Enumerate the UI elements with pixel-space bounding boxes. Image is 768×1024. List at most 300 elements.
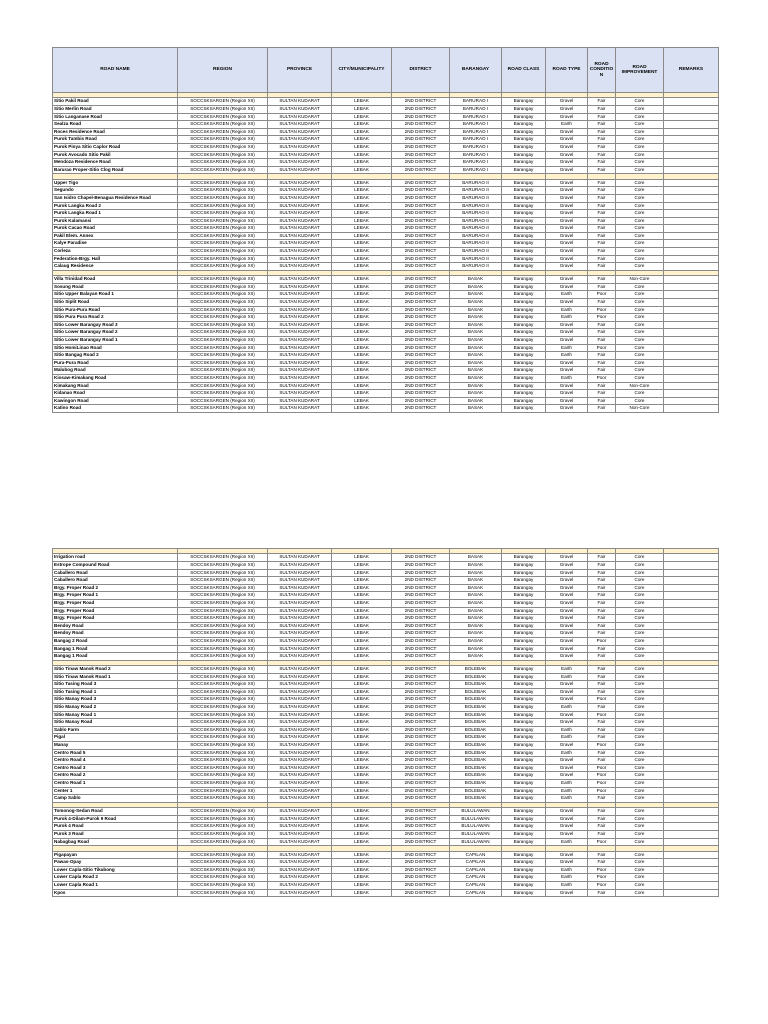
road-name-cell: Centro Road 1 bbox=[53, 780, 178, 788]
remarks-cell bbox=[664, 240, 719, 248]
road-improvement-cell: Core bbox=[616, 352, 664, 360]
district-cell: 2ND DISTRICT bbox=[392, 321, 450, 329]
road-class-cell: Barangay bbox=[502, 561, 546, 569]
road-name-cell: Corleza bbox=[53, 248, 178, 256]
district-cell: 2ND DISTRICT bbox=[392, 166, 450, 174]
road-condition-cell: Fair bbox=[588, 321, 616, 329]
road-name-cell: Sitio Pakil Road bbox=[53, 98, 178, 106]
road-improvement-cell: Core bbox=[616, 151, 664, 159]
road-type-cell: Gravel bbox=[546, 859, 588, 867]
road-class-cell: Barangay bbox=[502, 645, 546, 653]
remarks-cell bbox=[664, 742, 719, 750]
barangay-cell: BASAK bbox=[450, 329, 502, 337]
city-cell: LEBAK bbox=[332, 881, 392, 889]
road-condition-cell: Fair bbox=[588, 607, 616, 615]
district-cell: 2ND DISTRICT bbox=[392, 653, 450, 661]
province-cell: SULTAN KUDARAT bbox=[268, 637, 332, 645]
region-cell: SOCCSKSARGEN (Region XII) bbox=[178, 136, 268, 144]
city-cell: LEBAK bbox=[332, 577, 392, 585]
province-cell: SULTAN KUDARAT bbox=[268, 851, 332, 859]
road-class-cell: Barangay bbox=[502, 681, 546, 689]
table-row bbox=[53, 772, 719, 780]
region-cell: SOCCSKSARGEN (Region XII) bbox=[178, 711, 268, 719]
road-improvement-cell: Core bbox=[616, 859, 664, 867]
city-cell: LEBAK bbox=[332, 719, 392, 727]
road-condition-cell: Fair bbox=[588, 136, 616, 144]
road-improvement-cell: Core bbox=[616, 314, 664, 322]
province-cell: SULTAN KUDARAT bbox=[268, 291, 332, 299]
table-row bbox=[53, 838, 719, 846]
road-condition-cell: Fair bbox=[588, 749, 616, 757]
table-row bbox=[53, 179, 719, 187]
road-name-cell: Sealza Road bbox=[53, 121, 178, 129]
remarks-cell bbox=[664, 757, 719, 765]
remarks-cell bbox=[664, 615, 719, 623]
region-cell: SOCCSKSARGEN (Region XII) bbox=[178, 299, 268, 307]
road-type-cell: Gravel bbox=[546, 808, 588, 816]
city-cell: LEBAK bbox=[332, 217, 392, 225]
road-type-cell: Gravel bbox=[546, 276, 588, 284]
province-cell: SULTAN KUDARAT bbox=[268, 615, 332, 623]
road-improvement-cell: Core bbox=[616, 711, 664, 719]
road-class-cell: Barangay bbox=[502, 128, 546, 136]
city-cell: LEBAK bbox=[332, 166, 392, 174]
road-improvement-cell: Core bbox=[616, 719, 664, 727]
barangay-cell: BASAK bbox=[450, 390, 502, 398]
road-condition-cell: Fair bbox=[588, 815, 616, 823]
region-cell: SOCCSKSARGEN (Region XII) bbox=[178, 851, 268, 859]
road-improvement-cell: Core bbox=[616, 283, 664, 291]
road-type-cell: Gravel bbox=[546, 367, 588, 375]
city-cell: LEBAK bbox=[332, 374, 392, 382]
district-cell: 2ND DISTRICT bbox=[392, 136, 450, 144]
header-region: REGION bbox=[178, 48, 268, 93]
region-cell: SOCCSKSARGEN (Region XII) bbox=[178, 696, 268, 704]
road-condition-cell: Fair bbox=[588, 859, 616, 867]
region-cell: SOCCSKSARGEN (Region XII) bbox=[178, 179, 268, 187]
road-class-cell: Barangay bbox=[502, 240, 546, 248]
road-class-cell: Barangay bbox=[502, 881, 546, 889]
road-type-cell: Gravel bbox=[546, 179, 588, 187]
table-row bbox=[53, 764, 719, 772]
road-type-cell: Gravel bbox=[546, 194, 588, 202]
table-row bbox=[53, 561, 719, 569]
road-name-cell: Sitio Merlin Road bbox=[53, 105, 178, 113]
road-name-cell: Sitio HomiLinao Road bbox=[53, 344, 178, 352]
district-cell: 2ND DISTRICT bbox=[392, 299, 450, 307]
city-cell: LEBAK bbox=[332, 159, 392, 167]
barangay-cell: BULULAWAN bbox=[450, 830, 502, 838]
road-class-cell: Barangay bbox=[502, 187, 546, 195]
road-condition-cell: Fair bbox=[588, 159, 616, 167]
remarks-cell bbox=[664, 630, 719, 638]
district-cell: 2ND DISTRICT bbox=[392, 757, 450, 765]
table-row bbox=[53, 151, 719, 159]
road-class-cell: Barangay bbox=[502, 255, 546, 263]
region-cell: SOCCSKSARGEN (Region XII) bbox=[178, 336, 268, 344]
road-improvement-cell: Core bbox=[616, 98, 664, 106]
city-cell: LEBAK bbox=[332, 696, 392, 704]
region-cell: SOCCSKSARGEN (Region XII) bbox=[178, 757, 268, 765]
city-cell: LEBAK bbox=[332, 113, 392, 121]
road-improvement-cell: Core bbox=[616, 584, 664, 592]
road-class-cell: Barangay bbox=[502, 615, 546, 623]
table-row bbox=[53, 645, 719, 653]
district-cell: 2ND DISTRICT bbox=[392, 749, 450, 757]
remarks-cell bbox=[664, 352, 719, 360]
table-row bbox=[53, 321, 719, 329]
road-class-cell: Barangay bbox=[502, 194, 546, 202]
barangay-cell: BULULAWAN bbox=[450, 815, 502, 823]
header-barangay: BARANGAY bbox=[450, 48, 502, 93]
region-cell: SOCCSKSARGEN (Region XII) bbox=[178, 263, 268, 271]
region-cell: SOCCSKSARGEN (Region XII) bbox=[178, 666, 268, 674]
road-improvement-cell: Core bbox=[616, 136, 664, 144]
road-improvement-cell: Core bbox=[616, 787, 664, 795]
road-class-cell: Barangay bbox=[502, 179, 546, 187]
remarks-cell bbox=[664, 390, 719, 398]
road-condition-cell: Poor bbox=[588, 344, 616, 352]
road-class-cell: Barangay bbox=[502, 622, 546, 630]
road-type-cell: Gravel bbox=[546, 764, 588, 772]
road-condition-cell: Poor bbox=[588, 742, 616, 750]
region-cell: SOCCSKSARGEN (Region XII) bbox=[178, 321, 268, 329]
road-improvement-cell: Core bbox=[616, 666, 664, 674]
road-condition-cell: Fair bbox=[588, 405, 616, 413]
remarks-cell bbox=[664, 113, 719, 121]
road-condition-cell: Fair bbox=[588, 113, 616, 121]
road-class-cell: Barangay bbox=[502, 637, 546, 645]
road-improvement-cell: Core bbox=[616, 143, 664, 151]
remarks-cell bbox=[664, 889, 719, 897]
remarks-cell bbox=[664, 795, 719, 803]
city-cell: LEBAK bbox=[332, 329, 392, 337]
city-cell: LEBAK bbox=[332, 121, 392, 129]
road-improvement-cell: Core bbox=[616, 359, 664, 367]
city-cell: LEBAK bbox=[332, 823, 392, 831]
road-name-cell: Pakil Elem. Annex bbox=[53, 232, 178, 240]
road-type-cell: Gravel bbox=[546, 225, 588, 233]
road-type-cell: Gravel bbox=[546, 382, 588, 390]
district-cell: 2ND DISTRICT bbox=[392, 742, 450, 750]
road-class-cell: Barangay bbox=[502, 726, 546, 734]
road-class-cell: Barangay bbox=[502, 276, 546, 284]
barangay-cell: CAPILAN bbox=[450, 889, 502, 897]
road-class-cell: Barangay bbox=[502, 734, 546, 742]
remarks-cell bbox=[664, 128, 719, 136]
barangay-cell: BASAK bbox=[450, 637, 502, 645]
city-cell: LEBAK bbox=[332, 607, 392, 615]
road-name-cell: Sosung Road bbox=[53, 283, 178, 291]
district-cell: 2ND DISTRICT bbox=[392, 336, 450, 344]
road-name-cell: Nabagbag Road bbox=[53, 838, 178, 846]
province-cell: SULTAN KUDARAT bbox=[268, 645, 332, 653]
barangay-cell: BOLEBAK bbox=[450, 696, 502, 704]
barangay-cell: BOLEBAK bbox=[450, 764, 502, 772]
road-class-cell: Barangay bbox=[502, 105, 546, 113]
barangay-cell: BARURAO I bbox=[450, 128, 502, 136]
city-cell: LEBAK bbox=[332, 584, 392, 592]
road-condition-cell: Poor bbox=[588, 637, 616, 645]
province-cell: SULTAN KUDARAT bbox=[268, 344, 332, 352]
road-class-cell: Barangay bbox=[502, 390, 546, 398]
road-type-cell: Earth bbox=[546, 352, 588, 360]
road-improvement-cell: Core bbox=[616, 561, 664, 569]
city-cell: LEBAK bbox=[332, 711, 392, 719]
region-cell: SOCCSKSARGEN (Region XII) bbox=[178, 795, 268, 803]
district-cell: 2ND DISTRICT bbox=[392, 599, 450, 607]
province-cell: SULTAN KUDARAT bbox=[268, 823, 332, 831]
road-condition-cell: Fair bbox=[588, 187, 616, 195]
road-class-cell: Barangay bbox=[502, 405, 546, 413]
city-cell: LEBAK bbox=[332, 592, 392, 600]
road-condition-cell: Fair bbox=[588, 128, 616, 136]
district-cell: 2ND DISTRICT bbox=[392, 359, 450, 367]
barangay-cell: BASAK bbox=[450, 405, 502, 413]
table-row bbox=[53, 599, 719, 607]
road-class-cell: Barangay bbox=[502, 772, 546, 780]
barangay-cell: BARURAO II bbox=[450, 202, 502, 210]
header-road-class: ROAD CLASS bbox=[502, 48, 546, 93]
road-name-cell: Sablo Farm bbox=[53, 726, 178, 734]
remarks-cell bbox=[664, 344, 719, 352]
city-cell: LEBAK bbox=[332, 630, 392, 638]
barangay-cell: CAPILAN bbox=[450, 851, 502, 859]
province-cell: SULTAN KUDARAT bbox=[268, 299, 332, 307]
road-class-cell: Barangay bbox=[502, 673, 546, 681]
road-improvement-cell: Core bbox=[616, 202, 664, 210]
city-cell: LEBAK bbox=[332, 314, 392, 322]
district-cell: 2ND DISTRICT bbox=[392, 374, 450, 382]
city-cell: LEBAK bbox=[332, 225, 392, 233]
city-cell: LEBAK bbox=[332, 240, 392, 248]
region-cell: SOCCSKSARGEN (Region XII) bbox=[178, 673, 268, 681]
road-type-cell: Gravel bbox=[546, 569, 588, 577]
road-name-cell: Sitio Bangag Road 2 bbox=[53, 352, 178, 360]
road-condition-cell: Fair bbox=[588, 592, 616, 600]
road-class-cell: Barangay bbox=[502, 367, 546, 375]
remarks-cell bbox=[664, 688, 719, 696]
region-cell: SOCCSKSARGEN (Region XII) bbox=[178, 808, 268, 816]
district-cell: 2ND DISTRICT bbox=[392, 787, 450, 795]
road-type-cell: Earth bbox=[546, 726, 588, 734]
district-cell: 2ND DISTRICT bbox=[392, 637, 450, 645]
remarks-cell bbox=[664, 202, 719, 210]
city-cell: LEBAK bbox=[332, 291, 392, 299]
road-type-cell: Gravel bbox=[546, 653, 588, 661]
road-name-cell: Pawas-Opay bbox=[53, 859, 178, 867]
province-cell: SULTAN KUDARAT bbox=[268, 815, 332, 823]
road-class-cell: Barangay bbox=[502, 742, 546, 750]
road-type-cell: Gravel bbox=[546, 217, 588, 225]
road-condition-cell: Fair bbox=[588, 143, 616, 151]
barangay-cell: BASAK bbox=[450, 599, 502, 607]
road-type-cell: Earth bbox=[546, 666, 588, 674]
region-cell: SOCCSKSARGEN (Region XII) bbox=[178, 283, 268, 291]
road-improvement-cell: Core bbox=[616, 306, 664, 314]
table-row bbox=[53, 726, 719, 734]
road-condition-cell: Fair bbox=[588, 194, 616, 202]
table-row bbox=[53, 344, 719, 352]
barangay-cell: BARURAO II bbox=[450, 194, 502, 202]
province-cell: SULTAN KUDARAT bbox=[268, 329, 332, 337]
road-type-cell: Gravel bbox=[546, 159, 588, 167]
region-cell: SOCCSKSARGEN (Region XII) bbox=[178, 780, 268, 788]
road-condition-cell: Fair bbox=[588, 653, 616, 661]
road-class-cell: Barangay bbox=[502, 764, 546, 772]
region-cell: SOCCSKSARGEN (Region XII) bbox=[178, 653, 268, 661]
road-improvement-cell: Non-Core bbox=[616, 276, 664, 284]
district-cell: 2ND DISTRICT bbox=[392, 554, 450, 562]
road-type-cell: Gravel bbox=[546, 397, 588, 405]
province-cell: SULTAN KUDARAT bbox=[268, 263, 332, 271]
road-improvement-cell: Core bbox=[616, 232, 664, 240]
remarks-cell bbox=[664, 554, 719, 562]
region-cell: SOCCSKSARGEN (Region XII) bbox=[178, 622, 268, 630]
barangay-cell: BASAK bbox=[450, 291, 502, 299]
province-cell: SULTAN KUDARAT bbox=[268, 306, 332, 314]
city-cell: LEBAK bbox=[332, 321, 392, 329]
table-row bbox=[53, 851, 719, 859]
province-cell: SULTAN KUDARAT bbox=[268, 232, 332, 240]
road-condition-cell: Fair bbox=[588, 240, 616, 248]
table-row bbox=[53, 653, 719, 661]
remarks-cell bbox=[664, 263, 719, 271]
province-cell: SULTAN KUDARAT bbox=[268, 830, 332, 838]
remarks-cell bbox=[664, 210, 719, 218]
province-cell: SULTAN KUDARAT bbox=[268, 859, 332, 867]
road-improvement-cell: Core bbox=[616, 889, 664, 897]
road-type-cell: Gravel bbox=[546, 681, 588, 689]
city-cell: LEBAK bbox=[332, 866, 392, 874]
remarks-cell bbox=[664, 808, 719, 816]
table-row bbox=[53, 113, 719, 121]
city-cell: LEBAK bbox=[332, 255, 392, 263]
region-cell: SOCCSKSARGEN (Region XII) bbox=[178, 726, 268, 734]
road-type-cell: Gravel bbox=[546, 263, 588, 271]
road-condition-cell: Poor bbox=[588, 838, 616, 846]
road-name-cell: Malubog Road bbox=[53, 367, 178, 375]
road-type-cell: Gravel bbox=[546, 98, 588, 106]
district-cell: 2ND DISTRICT bbox=[392, 673, 450, 681]
road-name-cell: Tomonog-Sedan Road bbox=[53, 808, 178, 816]
road-name-cell: Kalye Paradise bbox=[53, 240, 178, 248]
table-row bbox=[53, 795, 719, 803]
city-cell: LEBAK bbox=[332, 367, 392, 375]
table-row bbox=[53, 823, 719, 831]
region-cell: SOCCSKSARGEN (Region XII) bbox=[178, 569, 268, 577]
region-cell: SOCCSKSARGEN (Region XII) bbox=[178, 390, 268, 398]
road-type-cell: Earth bbox=[546, 838, 588, 846]
city-cell: LEBAK bbox=[332, 757, 392, 765]
remarks-cell bbox=[664, 577, 719, 585]
table-row bbox=[53, 128, 719, 136]
remarks-cell bbox=[664, 374, 719, 382]
region-cell: SOCCSKSARGEN (Region XII) bbox=[178, 113, 268, 121]
road-name-cell: Federation-Brgy. Hall bbox=[53, 255, 178, 263]
barangay-cell: BASAK bbox=[450, 382, 502, 390]
city-cell: LEBAK bbox=[332, 673, 392, 681]
road-improvement-cell: Core bbox=[616, 291, 664, 299]
district-cell: 2ND DISTRICT bbox=[392, 291, 450, 299]
barangay-cell: BOLEBAK bbox=[450, 772, 502, 780]
road-improvement-cell: Core bbox=[616, 367, 664, 375]
table-row bbox=[53, 696, 719, 704]
barangay-cell: BOLEBAK bbox=[450, 688, 502, 696]
city-cell: LEBAK bbox=[332, 764, 392, 772]
remarks-cell bbox=[664, 749, 719, 757]
province-cell: SULTAN KUDARAT bbox=[268, 772, 332, 780]
city-cell: LEBAK bbox=[332, 742, 392, 750]
road-type-cell: Earth bbox=[546, 874, 588, 882]
road-name-cell: Lower Capla Road 1 bbox=[53, 881, 178, 889]
remarks-cell bbox=[664, 283, 719, 291]
road-type-cell: Earth bbox=[546, 704, 588, 712]
district-cell: 2ND DISTRICT bbox=[392, 838, 450, 846]
road-name-cell: Sitio Lower Barangay Road 3 bbox=[53, 321, 178, 329]
road-improvement-cell: Core bbox=[616, 808, 664, 816]
city-cell: LEBAK bbox=[332, 105, 392, 113]
barangay-cell: BASAK bbox=[450, 653, 502, 661]
road-improvement-cell: Non-Core bbox=[616, 405, 664, 413]
barangay-cell: BOLEBAK bbox=[450, 726, 502, 734]
table-row bbox=[53, 159, 719, 167]
region-cell: SOCCSKSARGEN (Region XII) bbox=[178, 823, 268, 831]
road-name-cell: Brgy. Proper Road bbox=[53, 607, 178, 615]
road-name-cell: Purok 4-Dilam-Purok 9 Road bbox=[53, 815, 178, 823]
barangay-cell: BARURAO I bbox=[450, 136, 502, 144]
road-type-cell: Earth bbox=[546, 787, 588, 795]
province-cell: SULTAN KUDARAT bbox=[268, 382, 332, 390]
district-cell: 2ND DISTRICT bbox=[392, 113, 450, 121]
city-cell: LEBAK bbox=[332, 653, 392, 661]
district-cell: 2ND DISTRICT bbox=[392, 592, 450, 600]
region-cell: SOCCSKSARGEN (Region XII) bbox=[178, 742, 268, 750]
province-cell: SULTAN KUDARAT bbox=[268, 202, 332, 210]
barangay-cell: BARURAO II bbox=[450, 179, 502, 187]
table-row bbox=[53, 359, 719, 367]
table-row bbox=[53, 225, 719, 233]
province-cell: SULTAN KUDARAT bbox=[268, 143, 332, 151]
road-type-cell: Gravel bbox=[546, 815, 588, 823]
region-cell: SOCCSKSARGEN (Region XII) bbox=[178, 866, 268, 874]
road-name-cell: Sitio Tasing Road 1 bbox=[53, 688, 178, 696]
road-condition-cell: Poor bbox=[588, 764, 616, 772]
road-class-cell: Barangay bbox=[502, 653, 546, 661]
province-cell: SULTAN KUDARAT bbox=[268, 607, 332, 615]
region-cell: SOCCSKSARGEN (Region XII) bbox=[178, 105, 268, 113]
district-cell: 2ND DISTRICT bbox=[392, 306, 450, 314]
district-cell: 2ND DISTRICT bbox=[392, 276, 450, 284]
road-condition-cell: Poor bbox=[588, 866, 616, 874]
road-condition-cell: Fair bbox=[588, 98, 616, 106]
road-type-cell: Earth bbox=[546, 780, 588, 788]
table-row bbox=[53, 592, 719, 600]
table-row bbox=[53, 666, 719, 674]
city-cell: LEBAK bbox=[332, 787, 392, 795]
province-cell: SULTAN KUDARAT bbox=[268, 666, 332, 674]
barangay-cell: BASAK bbox=[450, 561, 502, 569]
table-row bbox=[53, 681, 719, 689]
road-condition-cell: Fair bbox=[588, 121, 616, 129]
district-cell: 2ND DISTRICT bbox=[392, 397, 450, 405]
road-name-cell: Pigapayan bbox=[53, 851, 178, 859]
remarks-cell bbox=[664, 645, 719, 653]
district-cell: 2ND DISTRICT bbox=[392, 367, 450, 375]
city-cell: LEBAK bbox=[332, 645, 392, 653]
road-type-cell: Gravel bbox=[546, 584, 588, 592]
region-cell: SOCCSKSARGEN (Region XII) bbox=[178, 210, 268, 218]
